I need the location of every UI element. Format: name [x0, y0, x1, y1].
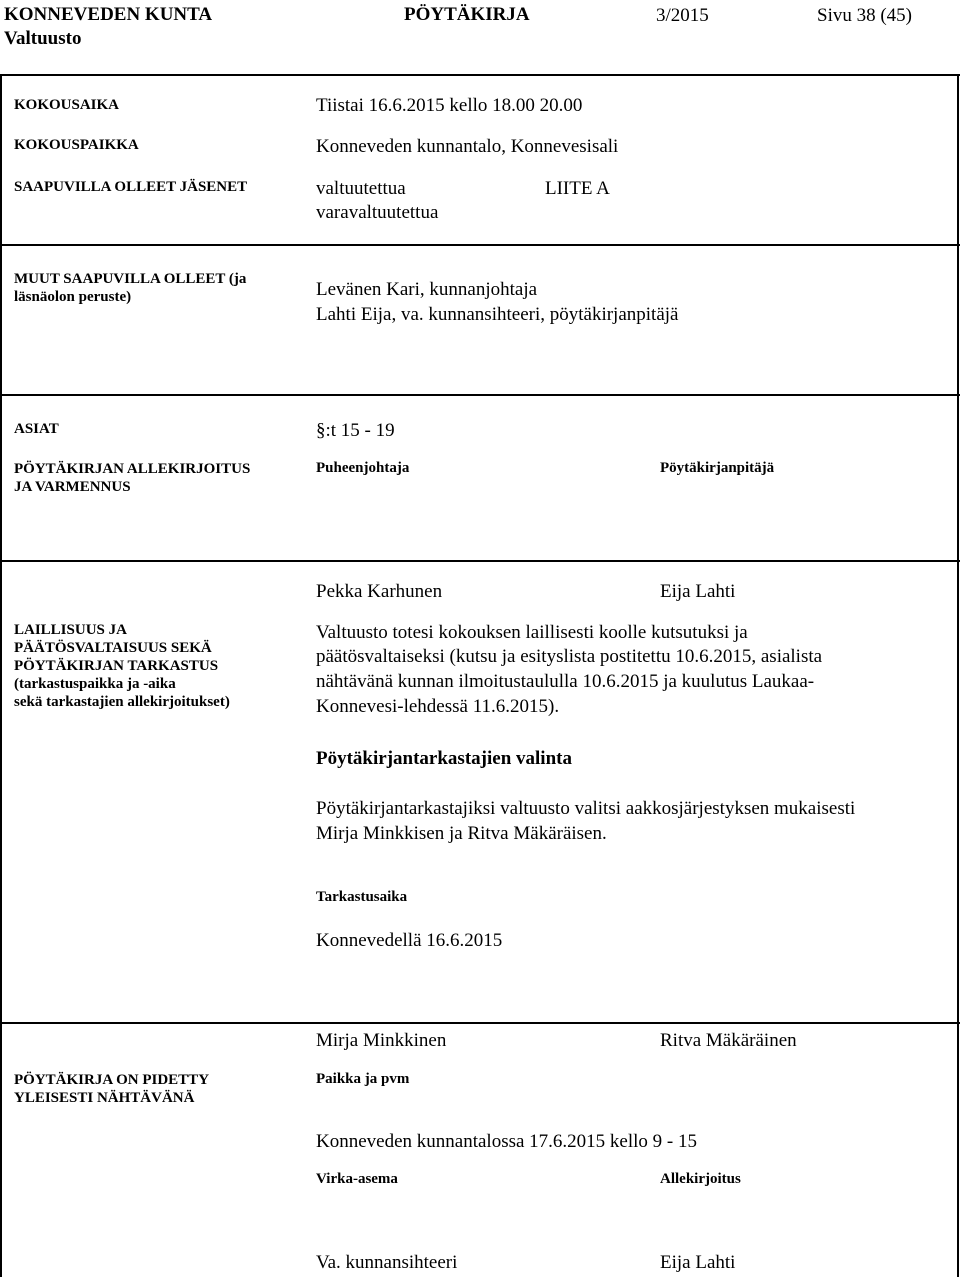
signing-label-line2: JA VARMENNUS — [14, 479, 131, 495]
members-line1: valtuutettua — [316, 178, 406, 199]
divider-line — [0, 560, 960, 562]
review-time-label: Tarkastusaika — [316, 889, 408, 905]
meeting-time-label: KOKOUSAIKA — [14, 97, 120, 113]
legality-text-line: Valtuusto totesi kokouksen laillisesti koolle kutsutuksi ja — [316, 622, 748, 643]
matters-value: §:t 15 - 19 — [316, 420, 395, 441]
municipality-name: KONNEVEDEN KUNTA — [4, 4, 213, 25]
governing-body: Valtuusto — [4, 28, 82, 49]
publication-label-line2: YLEISESTI NÄHTÄVÄNÄ — [14, 1090, 195, 1106]
members-present-label: SAAPUVILLA OLLEET JÄSENET — [14, 179, 248, 195]
inspectors-text-line2: Mirja Minkkisen ja Ritva Mäkäräisen. — [316, 823, 607, 844]
signing-label-line1: PÖYTÄKIRJAN ALLEKIRJOITUS — [14, 461, 251, 477]
frame-top-line — [0, 74, 960, 76]
chair-name: Pekka Karhunen — [316, 581, 443, 602]
document-number: 3/2015 — [656, 5, 709, 26]
publication-label-line1: PÖYTÄKIRJA ON PIDETTY — [14, 1072, 210, 1088]
signature-label: Allekirjoitus — [660, 1171, 741, 1187]
page-number: Sivu 38 (45) — [817, 5, 912, 26]
legality-label-line: (tarkastuspaikka ja -aika — [14, 676, 176, 692]
frame-left-line — [0, 74, 2, 1277]
legality-text-line: päätösvaltaiseksi (kutsu ja esityslista postitettu 10.6.2015, asialista — [316, 646, 823, 667]
secretary-title: Pöytäkirjanpitäjä — [660, 460, 775, 476]
chair-title: Puheenjohtaja — [316, 460, 410, 476]
other-person-2: Lahti Eija, va. kunnansihteeri, pöytäkirjanpitäjä — [316, 304, 679, 325]
inspector-2-name: Ritva Mäkäräinen — [660, 1030, 797, 1051]
inspectors-text-line1: Pöytäkirjantarkastajiksi valtuusto valitsi aakkosjärjestyksen mukaisesti — [316, 798, 856, 819]
members-line2: varavaltuutettua — [316, 202, 439, 223]
divider-line — [0, 244, 960, 246]
legality-label-line: LAILLISUUS JA — [14, 622, 127, 638]
other-person-1: Levänen Kari, kunnanjohtaja — [316, 279, 538, 300]
legality-label-line: PÖYTÄKIRJAN TARKASTUS — [14, 658, 219, 674]
divider-line — [0, 1022, 960, 1024]
meeting-place-value: Konneveden kunnantalo, Konnevesisali — [316, 136, 619, 157]
meeting-place-label: KOKOUSPAIKKA — [14, 137, 139, 153]
legality-text-line: nähtävänä kunnan ilmoitustaululla 10.6.2015 ja kuulutus Laukaa- — [316, 671, 815, 692]
legality-text-line: Konnevesi-lehdessä 11.6.2015). — [316, 696, 560, 717]
meeting-time-value: Tiistai 16.6.2015 kello 18.00 20.00 — [316, 95, 583, 116]
inspector-1-name: Mirja Minkkinen — [316, 1030, 447, 1051]
inspectors-heading: Pöytäkirjantarkastajien valinta — [316, 748, 572, 769]
divider-line — [0, 394, 960, 396]
signer-name: Eija Lahti — [660, 1252, 736, 1273]
place-date-label: Paikka ja pvm — [316, 1071, 410, 1087]
position-label: Virka-asema — [316, 1171, 398, 1187]
legality-label-line: PÄÄTÖSVALTAISUUS SEKÄ — [14, 640, 212, 656]
secretary-name: Eija Lahti — [660, 581, 736, 602]
place-date-value: Konneveden kunnantalossa 17.6.2015 kello 9 - 15 — [316, 1131, 697, 1152]
others-present-label-line1: MUUT SAAPUVILLA OLLEET (ja — [14, 271, 247, 287]
legality-label-line: sekä tarkastajien allekirjoitukset) — [14, 694, 230, 710]
document-type: PÖYTÄKIRJA — [404, 4, 530, 25]
matters-label: ASIAT — [14, 421, 59, 437]
others-present-label-line2: läsnäolon peruste) — [14, 289, 132, 305]
review-place-date: Konnevedellä 16.6.2015 — [316, 930, 503, 951]
frame-right-line — [957, 74, 959, 1277]
members-attachment: LIITE A — [545, 178, 610, 199]
position-value: Va. kunnansihteeri — [316, 1252, 458, 1273]
